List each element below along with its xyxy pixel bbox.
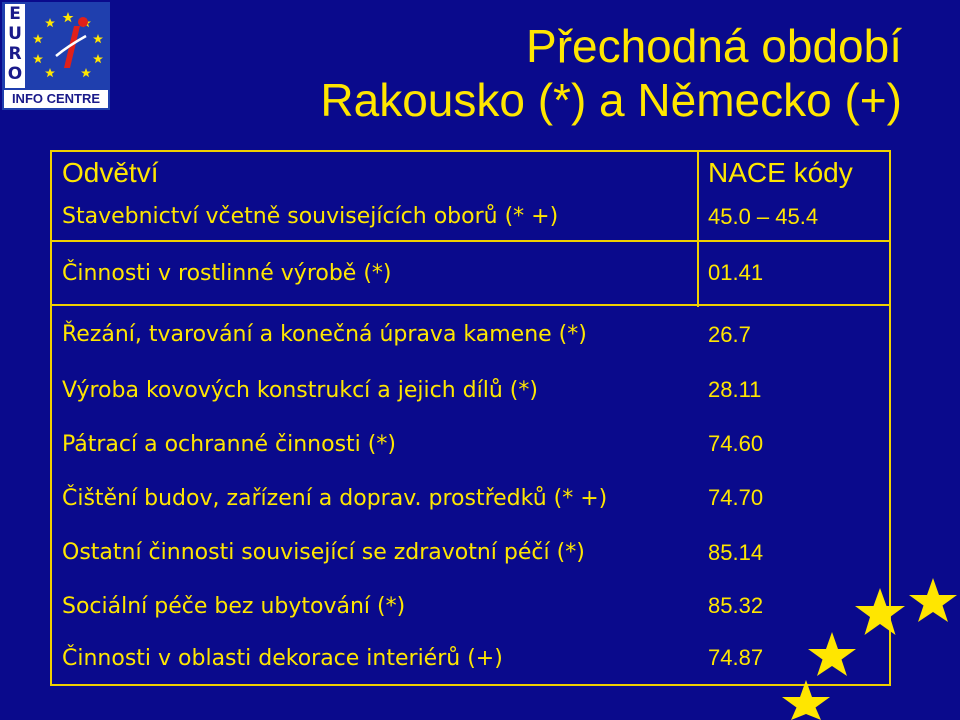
- table-row: [52, 306, 889, 363]
- nace-table: [50, 150, 891, 686]
- row-code: 01.41: [708, 260, 764, 285]
- row-sector: Sociální péče bez ubytování (*): [62, 593, 406, 619]
- euro-info-centre-logo: [2, 2, 110, 110]
- table-row: [52, 193, 889, 242]
- table-row: [52, 632, 889, 684]
- table-row: [52, 363, 889, 417]
- euro-letter-r: R: [8, 44, 22, 64]
- row-code: 28.11: [708, 377, 762, 402]
- euro-vertical-text: [5, 4, 25, 88]
- header-code: NACE kódy: [708, 156, 853, 188]
- row-sector: Výroba kovových konstrukcí a jejich dílů (*): [62, 377, 538, 403]
- row-sector: Činnosti v oblasti dekorace interiérů (+): [62, 645, 503, 671]
- table-row: [52, 417, 889, 471]
- euro-letter-u: U: [8, 24, 22, 44]
- table-row: [52, 242, 889, 306]
- table-row: [52, 471, 889, 525]
- row-sector: Ostatní činnosti související se zdravotní péčí (*): [62, 540, 585, 565]
- slide-title: Přechodná období: [526, 20, 902, 72]
- row-sector: Stavebnictví včetně souvisejících oborů (* +): [62, 204, 559, 229]
- star-icon: [909, 578, 957, 622]
- row-code: 85.32: [708, 593, 764, 618]
- row-code: 85.14: [708, 539, 764, 565]
- row-code: 74.87: [708, 645, 764, 670]
- euro-letter-o: O: [7, 64, 23, 84]
- row-code: 74.60: [708, 431, 764, 456]
- row-sector: Činnosti v rostlinné výrobě (*): [62, 260, 392, 286]
- header-sector: Odvětví: [62, 156, 159, 188]
- table-header-row: [52, 152, 889, 193]
- eu-emblem-icon: [28, 6, 108, 86]
- euro-letter-e: E: [9, 4, 21, 24]
- row-sector: Čištění budov, zařízení a doprav. prostředků (* +): [62, 485, 608, 511]
- row-code: 45.0 – 45.4: [708, 203, 819, 229]
- row-sector: Pátrací a ochranné činnosti (*): [62, 431, 396, 457]
- star-icon: [782, 680, 830, 720]
- info-centre-label: INFO CENTRE: [4, 90, 108, 108]
- table-row: [52, 580, 889, 632]
- slide-subtitle: Rakousko (*) a Německo (+): [320, 74, 902, 126]
- table-row: [52, 525, 889, 580]
- row-code: 26.7: [708, 321, 751, 347]
- row-code: 74.70: [708, 485, 764, 510]
- row-sector: Řezání, tvarování a konečná úprava kamene (*): [62, 322, 587, 347]
